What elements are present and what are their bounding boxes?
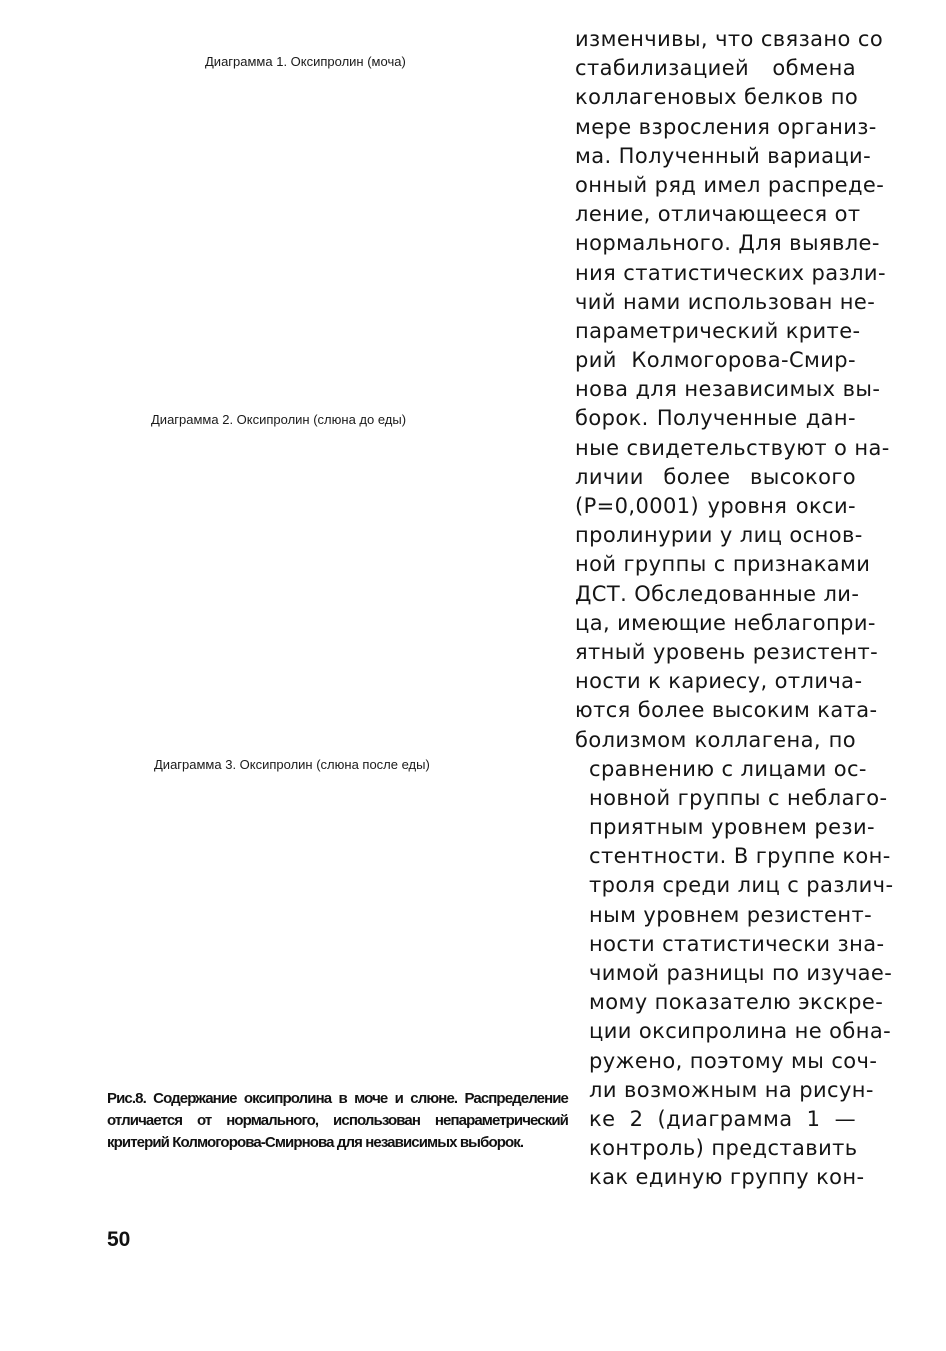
body-line: контроль) представить bbox=[589, 1136, 858, 1161]
body-line: (P=0,0001) уровня окси- bbox=[575, 494, 856, 518]
body-line: ДСТ. Обследованные ли- bbox=[575, 581, 860, 606]
body-text-column bbox=[575, 25, 894, 1193]
body-line: стентности. В группе кон- bbox=[589, 844, 891, 869]
body-line: ма. Полученный вариаци- bbox=[575, 143, 872, 168]
body-line: ружено, поэтому мы соч- bbox=[589, 1048, 878, 1073]
body-line: ным уровнем резистент- bbox=[589, 902, 873, 927]
body-line: новной группы с неблаго- bbox=[589, 785, 888, 810]
body-line: нова для независимых вы- bbox=[575, 377, 881, 402]
body-line: ются более высоким ката- bbox=[575, 698, 878, 723]
figure-caption-line: отличается от нормального, использован непараметрический bbox=[107, 1112, 568, 1129]
body-line: мере взросления организ- bbox=[575, 114, 877, 139]
body-line: сравнению с лицами ос- bbox=[589, 756, 867, 781]
body-line: ке 2 (диаграмма 1 — bbox=[589, 1106, 856, 1131]
body-line: ности к кариесу, отлича- bbox=[575, 669, 863, 694]
body-line: борок. Полученные дан- bbox=[575, 406, 856, 431]
body-line: рий Колмогорова-Смир- bbox=[575, 348, 856, 373]
page-number: 50 bbox=[107, 1228, 131, 1251]
body-line: мому показателю экскре- bbox=[589, 990, 884, 1015]
body-line: ли возможным на рисун- bbox=[589, 1077, 874, 1102]
diagram-3-caption: Диаграмма 3. Оксипролин (слюна после еды) bbox=[154, 757, 430, 772]
body-line: изменчивы, что связано со bbox=[575, 27, 884, 51]
body-line: чий нами использован не- bbox=[575, 289, 876, 314]
figure-caption-line: критерий Колмогорова-Смирнова для независимых выборок. bbox=[107, 1134, 524, 1151]
body-line: ния статистических разли- bbox=[575, 260, 886, 285]
body-line: ной группы с признаками bbox=[575, 552, 871, 577]
body-line: ление, отличающееся от bbox=[575, 202, 861, 227]
figure-caption-line: Рис.8. Содержание оксипролина в моче и слюне. Распределение bbox=[107, 1090, 568, 1107]
body-line: ятный уровень резистент- bbox=[575, 639, 879, 664]
body-line: приятным уровнем рези- bbox=[589, 815, 875, 840]
body-line: параметрический крите- bbox=[575, 318, 861, 343]
body-line: пролинурии у лиц основ- bbox=[575, 523, 863, 548]
body-line: ности статистически зна- bbox=[589, 931, 885, 956]
body-line: стабилизацией обмена bbox=[575, 56, 856, 81]
body-line: ные свидетельствуют о на- bbox=[575, 435, 890, 460]
body-line: ца, имеющие неблагопри- bbox=[575, 610, 876, 635]
body-line: онный ряд имел распреде- bbox=[575, 172, 885, 197]
figure-caption bbox=[107, 1088, 568, 1154]
body-line: болизмом коллагена, по bbox=[575, 727, 856, 752]
body-line: троля среди лиц с различ- bbox=[589, 873, 894, 898]
diagram-1-caption: Диаграмма 1. Оксипролин (моча) bbox=[205, 54, 406, 69]
diagram-2-caption: Диаграмма 2. Оксипролин (слюна до еды) bbox=[151, 412, 407, 427]
body-line: нормального. Для выявле- bbox=[575, 231, 880, 256]
body-line: коллагеновых белков по bbox=[575, 85, 859, 110]
body-line: ции оксипролина не обна- bbox=[589, 1019, 892, 1044]
body-line: личии более высокого bbox=[575, 464, 856, 489]
body-line: как единую группу кон- bbox=[589, 1165, 865, 1190]
body-line: чимой разницы по изучае- bbox=[589, 961, 893, 985]
